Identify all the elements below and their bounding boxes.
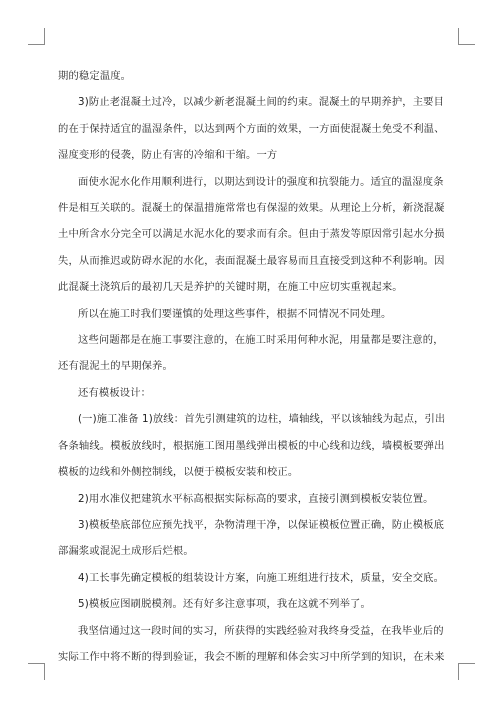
text-line: 还有模板设计： <box>78 386 152 399</box>
text-line: 还有混泥土的早期保养。 <box>58 360 173 373</box>
text-line: 土中所含水分完全可以满足水泥水化的要求而有余。但由于蒸发等原因常引起水分损 <box>58 228 445 241</box>
text-line: 的在于保持适宜的温湿条件，以达到两个方面的效果，一方面使混凝土免受不利温、 <box>58 122 445 135</box>
text-line: 3)防止老混凝土过冷，以减少新老混凝土间的约束。混凝土的早期养护，主要目 <box>78 96 445 109</box>
crop-mark-bottom-left <box>28 663 45 680</box>
text-line: 实际工作中将不断的得到验证，我会不断的理解和体会实习中所学到的知识，在未来 <box>58 650 445 663</box>
crop-mark-top-right <box>458 28 475 45</box>
text-line: 面使水泥水化作用顺利进行，以期达到设计的强度和抗裂能力。适宜的温湿度条 <box>78 175 444 188</box>
text-line: 失，从而推迟或防碍水泥的水化，表面混凝土最容易而且直接受到这种不利影响。因 <box>58 254 445 267</box>
text-line: 5)模板应图刷脱模剂。还有好多注意事项，我在这就不列举了。 <box>78 598 371 611</box>
text-line: 这些问题都是在施工事要注意的，在施工时采用何种水泥，用量都是要注意的， <box>78 334 444 347</box>
text-line: 4)工长事先确定模板的组装设计方案，向施工班组进行技术，质量，安全交底。 <box>78 571 445 584</box>
text-line: 模板的边线和外侧控制线，以便于模板安装和校正。 <box>58 466 299 479</box>
text-line: 期的稳定温度。 <box>58 70 132 82</box>
crop-mark-top-left <box>28 28 45 45</box>
text-line: 件是相互关联的。混凝土的保温措施常常也有保湿的效果。从理论上分析，新浇混凝 <box>58 202 445 215</box>
text-line: 3)模板垫底部位应预先找平，杂物清理干净，以保证模板位置正确，防止模板底 <box>78 518 445 531</box>
text-line: 我坚信通过这一段时间的实习，所获得的实践经验对我终身受益，在我毕业后的 <box>78 624 444 637</box>
text-line: 湿度变形的侵袭，防止有害的冷缩和干缩。一方 <box>58 149 278 162</box>
text-line: (一)施工准备 1)放线：首先引测建筑的边柱，墙轴线，平以该轴线为起点，引出 <box>78 413 446 426</box>
text-line: 所以在施工时我们要谨慎的处理这些事件，根据不同情况不同处理。 <box>78 307 392 320</box>
document-body <box>58 63 446 670</box>
text-line: 此混凝土浇筑后的最初几天是养护的关键时期，在施工中应切实重视起来。 <box>58 281 403 294</box>
text-line: 各条轴线。模板放线时，根据施工图用墨线弹出模板的中心线和边线，墙模板要弹出 <box>58 439 445 452</box>
text-line: 部漏浆或混泥土成形后烂根。 <box>58 545 194 558</box>
crop-mark-bottom-right <box>458 663 475 680</box>
text-line: 2)用水准仪把建筑水平标高根据实际标高的要求，直接引测到模板安装位置。 <box>78 492 434 505</box>
